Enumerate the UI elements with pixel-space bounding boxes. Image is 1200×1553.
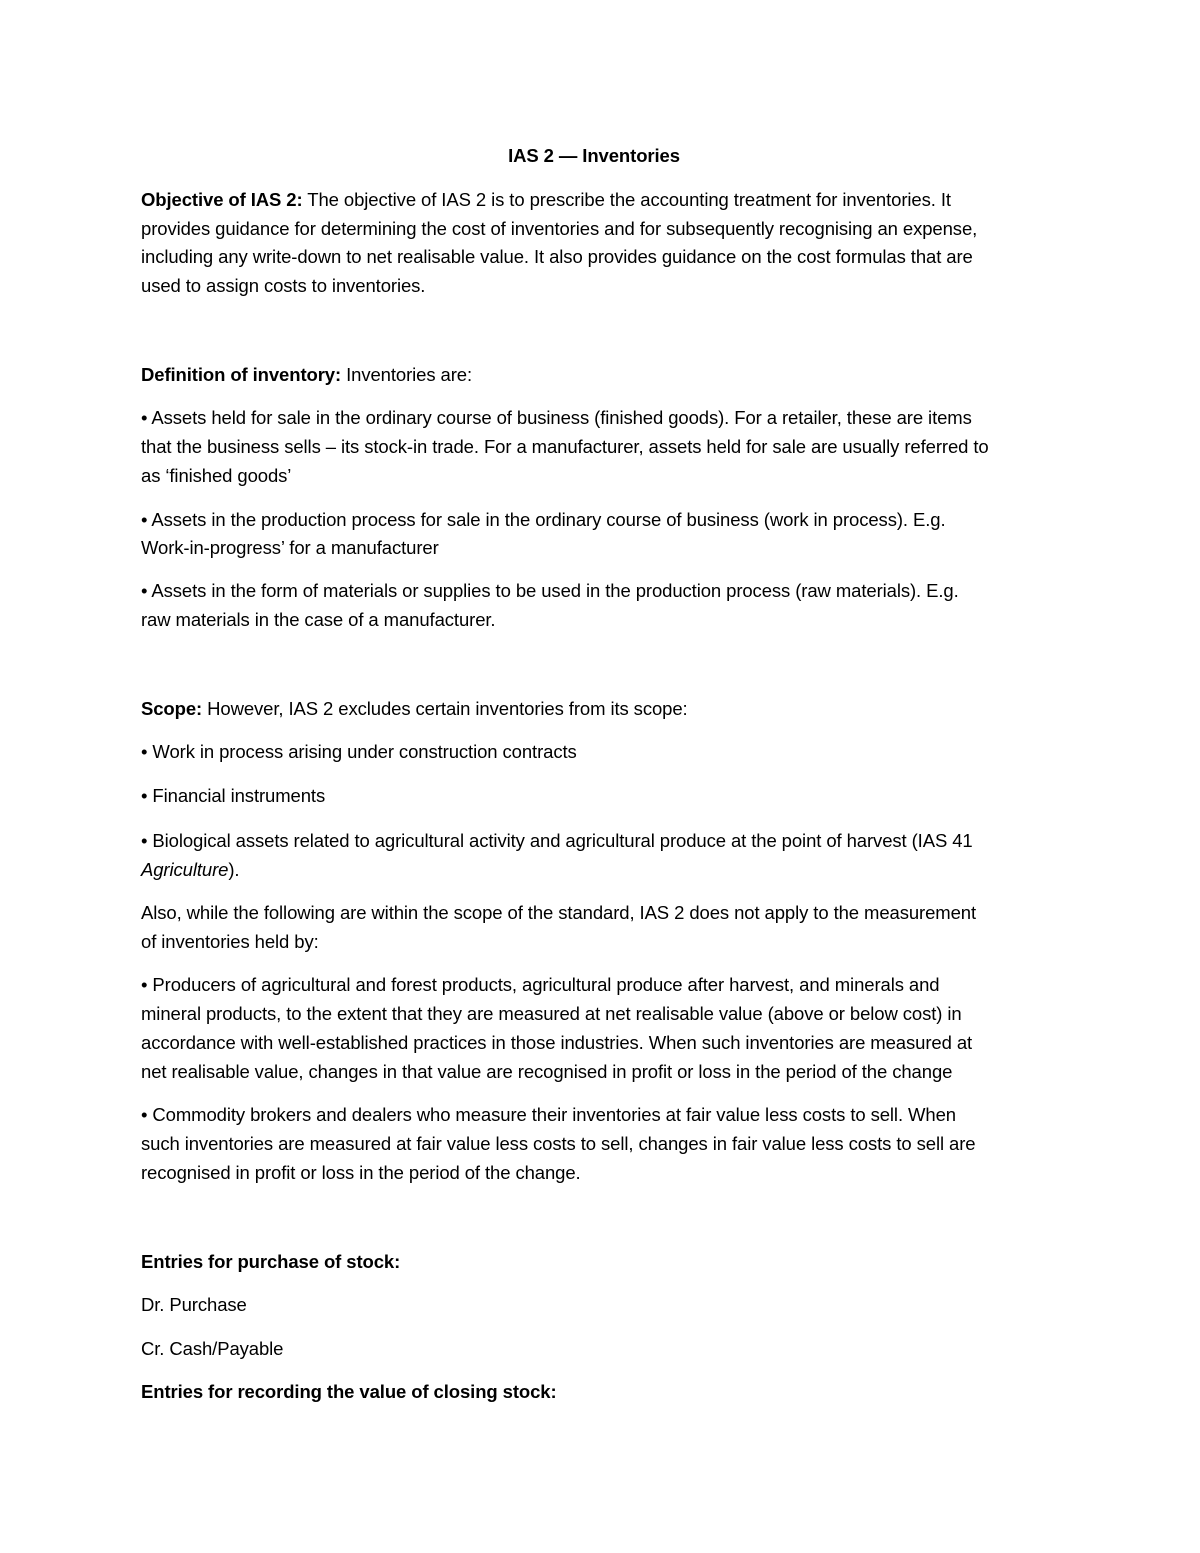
closing-stock-heading-text: Entries for recording the value of closing stock: [141, 1381, 557, 1402]
definition-bullet-1-line-2: that the business sells – its stock-in trade. For a manufacturer, assets held for sale are usually referred to [141, 436, 989, 457]
closing-stock-heading [141, 1377, 1061, 1406]
scope-heading: Scope: [141, 698, 203, 719]
definition-line [141, 360, 1061, 389]
definition-intro: Inventories are: [341, 364, 473, 385]
objective-line-3: including any write-down to net realisable value. It also provides guidance on the cost formulas that are [141, 246, 973, 267]
definition-bullet-2-line-2: Work-in-progress’ for a manufacturer [141, 537, 439, 558]
objective-text: The objective of IAS 2 is to prescribe the accounting treatment for inventories. It [302, 189, 951, 210]
objective-line-2: provides guidance for determining the cost of inventories and for subsequently recognising an expense, [141, 218, 978, 239]
scope-bullet-1: • Work in process arising under construction contracts [141, 741, 577, 762]
scope-bullet-5-line-1: • Commodity brokers and dealers who measure their inventories at fair value less costs to sell. When [141, 1104, 956, 1125]
definition-bullet-1-line-1: • Assets held for sale in the ordinary course of business (finished goods). For a retailer, these are items [141, 407, 972, 428]
scope-bullet-4-line-2: mineral products, to the extent that they are measured at net realisable value (above or below cost) in [141, 1003, 962, 1024]
credit-entry: Cr. Cash/Payable [141, 1338, 284, 1359]
definition-bullet-3-line-2: raw materials in the case of a manufacturer. [141, 609, 496, 630]
scope-bullet-3-end: ). [228, 859, 240, 880]
scope-agriculture-italic: Agriculture [141, 859, 229, 880]
definition-heading: Definition of inventory: [141, 364, 342, 385]
objective-heading: Objective of IAS 2: [141, 189, 303, 210]
objective-line-1 [141, 185, 1061, 214]
definition-bullet-2-line-1: • Assets in the production process for sale in the ordinary course of business (work in process). E.g. [141, 509, 946, 530]
objective-line-4: used to assign costs to inventories. [141, 275, 426, 296]
scope-bullet-4-line-4: net realisable value, changes in that value are recognised in profit or loss in the period of the change [141, 1061, 953, 1082]
scope-also-line-1: Also, while the following are within the scope of the standard, IAS 2 does not apply to the measurement [141, 902, 977, 923]
scope-intro: However, IAS 2 excludes certain inventories from its scope: [202, 698, 688, 719]
scope-bullet-5-line-2: such inventories are measured at fair value less costs to sell, changes in fair value less costs to sell are [141, 1133, 976, 1154]
scope-bullet-4-line-3: accordance with well-established practices in those industries. When such inventories are measured at [141, 1032, 973, 1053]
scope-bullet-2: • Financial instruments [141, 785, 326, 806]
document-title: IAS 2 — Inventories [508, 145, 680, 166]
scope-bullet-4-line-1: • Producers of agricultural and forest products, agricultural produce after harvest, and minerals and [141, 974, 940, 995]
scope-line [141, 694, 1061, 723]
scope-bullet-3-line-2 [141, 855, 1061, 884]
debit-entry: Dr. Purchase [141, 1294, 247, 1315]
definition-bullet-1-line-3: as ‘finished goods’ [141, 465, 292, 486]
definition-bullet-3-line-1: • Assets in the form of materials or supplies to be used in the production process (raw materials). E.g. [141, 580, 959, 601]
purchase-entries-heading [141, 1247, 1061, 1276]
purchase-entries-heading-text: Entries for purchase of stock: [141, 1251, 401, 1272]
scope-bullet-5-line-3: recognised in profit or loss in the period of the change. [141, 1162, 581, 1183]
scope-bullet-3-line-1: • Biological assets related to agricultural activity and agricultural produce at the point of harvest (IAS 41 [141, 830, 973, 851]
scope-also-line-2: of inventories held by: [141, 931, 319, 952]
